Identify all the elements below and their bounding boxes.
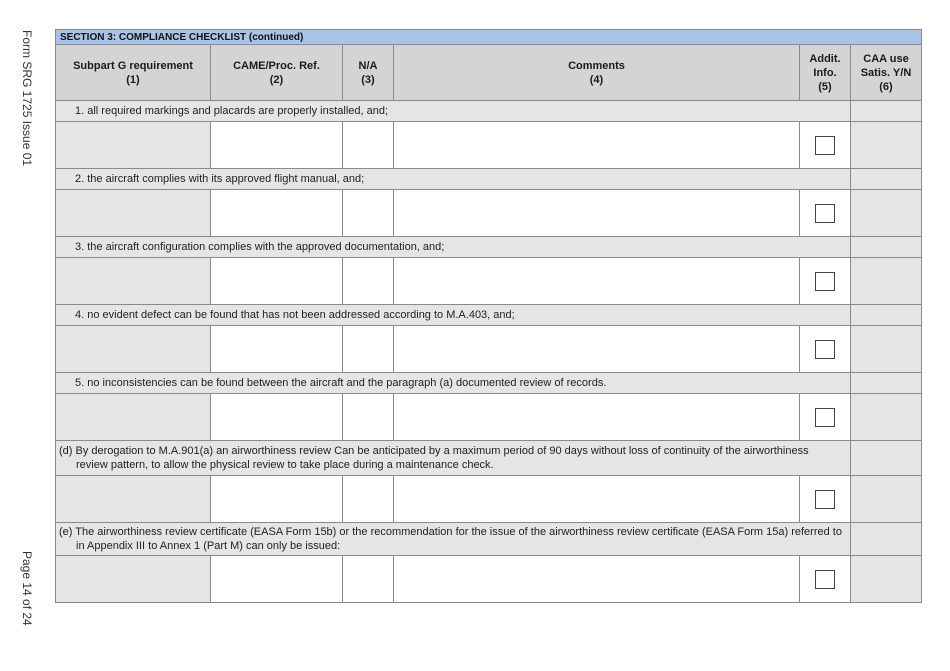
column-header-na xyxy=(343,45,394,101)
column-number: (2) xyxy=(269,73,284,86)
requirement-blank-cell xyxy=(56,476,211,523)
caa-use-cell xyxy=(851,190,922,237)
addit-info-checkbox[interactable] xyxy=(815,340,835,359)
column-number: (4) xyxy=(589,73,604,86)
comments-input[interactable] xyxy=(394,556,800,603)
column-header-comments xyxy=(394,45,800,101)
comments-input[interactable] xyxy=(394,122,800,169)
column-header-caa-use xyxy=(851,45,922,101)
column-number: (5) xyxy=(818,80,832,93)
column-label: CAME/Proc. Ref. xyxy=(233,59,320,72)
addit-info-cell xyxy=(800,326,851,373)
came-ref-input[interactable] xyxy=(211,190,343,237)
requirement-row xyxy=(56,373,922,394)
came-ref-input[interactable] xyxy=(211,556,343,603)
page-number-label: Page 14 of 24 xyxy=(20,551,34,626)
na-input[interactable] xyxy=(343,476,394,523)
addit-info-cell xyxy=(800,556,851,603)
requirement-blank-cell xyxy=(56,326,211,373)
requirement-input-row xyxy=(56,556,922,603)
requirement-text: 4. no evident defect can be found that has not been addressed according to M.A.403, and; xyxy=(56,305,851,326)
caa-use-cell xyxy=(851,441,922,476)
addit-info-checkbox[interactable] xyxy=(815,204,835,223)
requirement-input-row xyxy=(56,476,922,523)
requirement-row xyxy=(56,305,922,326)
requirement-blank-cell xyxy=(56,394,211,441)
column-number: (1) xyxy=(126,73,140,86)
requirement-blank-cell xyxy=(56,258,211,305)
requirement-text: (e) The airworthiness review certificate (EASA Form 15b) or the recommendation for the issue of the airworthiness review certificate (EASA Form 15a) referred to in Appendix III to Annex 1 (Part M) can only be issued: xyxy=(56,523,851,556)
section-title: SECTION 3: COMPLIANCE CHECKLIST (continued) xyxy=(56,30,922,45)
column-header-requirement xyxy=(56,45,211,101)
requirement-row xyxy=(56,237,922,258)
column-number: (6) xyxy=(879,80,893,93)
requirement-input-row xyxy=(56,394,922,441)
column-number: (3) xyxy=(361,73,375,86)
caa-use-cell xyxy=(851,237,922,258)
came-ref-input[interactable] xyxy=(211,476,343,523)
column-header-row xyxy=(56,45,922,101)
addit-info-cell xyxy=(800,190,851,237)
came-ref-input[interactable] xyxy=(211,122,343,169)
caa-use-cell xyxy=(851,373,922,394)
caa-use-cell xyxy=(851,394,922,441)
requirement-input-row xyxy=(56,326,922,373)
addit-info-cell xyxy=(800,476,851,523)
column-label: CAA use Satis. Y/N xyxy=(860,52,912,79)
column-label: Comments xyxy=(568,59,625,72)
requirement-text: 1. all required markings and placards are properly installed, and; xyxy=(56,101,851,122)
na-input[interactable] xyxy=(343,122,394,169)
requirement-input-row xyxy=(56,122,922,169)
na-input[interactable] xyxy=(343,556,394,603)
column-label: Addit. Info. xyxy=(809,52,841,79)
requirement-blank-cell xyxy=(56,190,211,237)
requirement-row xyxy=(56,523,922,556)
caa-use-cell xyxy=(851,101,922,122)
requirement-blank-cell xyxy=(56,122,211,169)
requirement-input-row xyxy=(56,258,922,305)
requirement-row xyxy=(56,101,922,122)
caa-use-cell xyxy=(851,305,922,326)
addit-info-checkbox[interactable] xyxy=(815,136,835,155)
caa-use-cell xyxy=(851,326,922,373)
requirement-text: 2. the aircraft complies with its approved flight manual, and; xyxy=(56,169,851,190)
requirement-text: 5. no inconsistencies can be found between the aircraft and the paragraph (a) documented review of records. xyxy=(56,373,851,394)
caa-use-cell xyxy=(851,523,922,556)
requirement-text: 3. the aircraft configuration complies with the approved documentation, and; xyxy=(56,237,851,258)
column-label: Subpart G requirement xyxy=(73,59,193,72)
column-label: N/A xyxy=(358,59,378,72)
came-ref-input[interactable] xyxy=(211,258,343,305)
addit-info-checkbox[interactable] xyxy=(815,490,835,509)
addit-info-checkbox[interactable] xyxy=(815,272,835,291)
form-reference-label: Form SRG 1725 Issue 01 xyxy=(20,30,34,167)
caa-use-cell xyxy=(851,556,922,603)
section-header-row xyxy=(56,30,922,45)
comments-input[interactable] xyxy=(394,190,800,237)
came-ref-input[interactable] xyxy=(211,326,343,373)
column-header-addit-info xyxy=(800,45,851,101)
comments-input[interactable] xyxy=(394,258,800,305)
addit-info-checkbox[interactable] xyxy=(815,570,835,589)
caa-use-cell xyxy=(851,258,922,305)
na-input[interactable] xyxy=(343,394,394,441)
addit-info-checkbox[interactable] xyxy=(815,408,835,427)
requirement-row xyxy=(56,441,922,476)
comments-input[interactable] xyxy=(394,476,800,523)
comments-input[interactable] xyxy=(394,394,800,441)
caa-use-cell xyxy=(851,169,922,190)
caa-use-cell xyxy=(851,476,922,523)
na-input[interactable] xyxy=(343,258,394,305)
requirement-blank-cell xyxy=(56,556,211,603)
addit-info-cell xyxy=(800,258,851,305)
requirement-text: (d) By derogation to M.A.901(a) an airworthiness review Can be anticipated by a maximum period of 90 days without loss of continuity of the airworthiness review pattern, to allow the physical review to take place during a maintenance check. xyxy=(56,441,851,476)
came-ref-input[interactable] xyxy=(211,394,343,441)
na-input[interactable] xyxy=(343,326,394,373)
addit-info-cell xyxy=(800,394,851,441)
na-input[interactable] xyxy=(343,190,394,237)
comments-input[interactable] xyxy=(394,326,800,373)
column-header-came-ref xyxy=(211,45,343,101)
caa-use-cell xyxy=(851,122,922,169)
addit-info-cell xyxy=(800,122,851,169)
requirement-row xyxy=(56,169,922,190)
compliance-checklist-table xyxy=(55,29,922,603)
requirement-input-row xyxy=(56,190,922,237)
